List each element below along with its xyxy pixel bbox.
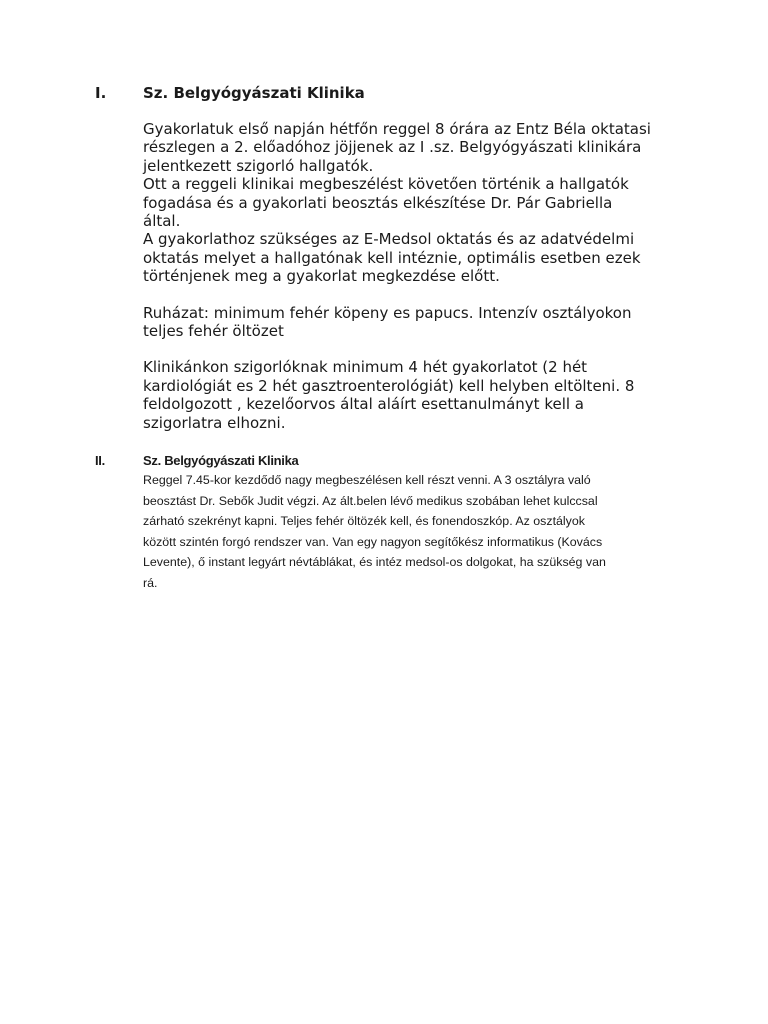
section-1-line: történjenek meg a gyakorlat megkezdése előtt. [143, 267, 500, 286]
section-2-numeral: II. [95, 453, 105, 468]
section-1-requirements-line: feldolgozott , kezelőorvos által aláírt esettanulmányt kell a [143, 395, 584, 414]
section-1-clothing-line: Ruházat: minimum fehér köpeny es papucs. Intenzív osztályokon [143, 303, 632, 322]
section-1-line: A gyakorlathoz szükséges az E-Medsol oktatás és az adatvédelmi [143, 230, 635, 249]
section-2-line: között szintén forgó rendszer van. Van egy nagyon segítőkész informatikus (Kovács [143, 534, 603, 549]
section-2-line: Reggel 7.45-kor kezdődő nagy megbeszélésen kell részt venni. A 3 osztályra való [143, 473, 591, 487]
section-2-title: Sz. Belgyógyászati Klinika [143, 453, 299, 468]
section-2-heading [95, 453, 675, 468]
section-1-line: Gyakorlatuk első napján hétfőn reggel 8 órára az Entz Béla oktatasi [143, 120, 651, 138]
section-1-line: jelentkezett szigorló hallgatók. [143, 156, 374, 175]
section-1-requirements-line: szigorlatra elhozni. [143, 413, 286, 432]
section-1-requirements-line: kardiológiát es 2 hét gasztroenterológiát) kell helyben eltölteni. 8 [143, 376, 635, 395]
section-1-line: fogadása és a gyakorlati beosztás elkészítése Dr. Pár Gabriella [143, 193, 613, 212]
section-2-line: Levente), ő instant legyárt névtáblákat, és intéz medsol-os dolgokat, ha szükség van [143, 555, 606, 569]
section-1-line: oktatás melyet a hallgatónak kell intéznie, optimális esetben ezek [143, 248, 641, 267]
section-2-line: rá. [143, 575, 158, 590]
section-1-heading [95, 84, 675, 102]
section-1-requirements-line: Klinikánkon szigorlóknak minimum 4 hét gyakorlatot (2 hét [143, 358, 588, 377]
section-2 [95, 453, 675, 593]
section-1-numeral: I. [95, 84, 107, 102]
section-1-line: által. [143, 212, 181, 231]
section-2-line: beosztást Dr. Sebők Judit végzi. Az ált.belen lévő medikus szobában lehet kulccsal [143, 493, 598, 508]
section-1-line: részlegen a 2. előadóhoz jöjjenek az I .sz. Belgyógyászati klinikára [143, 138, 642, 157]
section-1-line: Ott a reggeli klinikai megbeszélést követően történik a hallgatók [143, 175, 629, 194]
paragraph-spacer [143, 340, 683, 358]
section-2-line: zárható szekrényt kapni. Teljes fehér öltözék kell, és fonendoszkóp. Az osztályok [143, 514, 585, 528]
section-1-title: Sz. Belgyógyászati Klinika [143, 84, 365, 102]
section-1-body [143, 120, 683, 432]
section-1 [95, 84, 675, 432]
paragraph-spacer [143, 286, 683, 304]
section-1-clothing-line: teljes fehér öltözet [143, 322, 284, 341]
section-2-body [143, 470, 673, 593]
